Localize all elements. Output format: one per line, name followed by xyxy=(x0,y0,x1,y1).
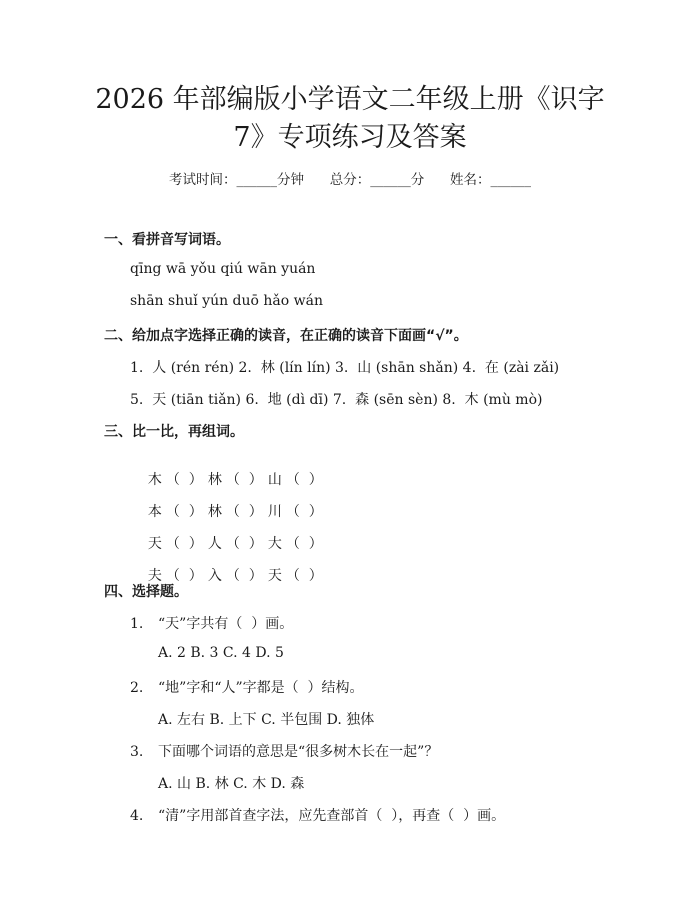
section-2-heading: 二、给加点字选择正确的读音，在正确的读音下面画“√”。 xyxy=(104,328,468,344)
question-4 xyxy=(130,805,505,825)
pinyin-line-2: shān shuǐ yún duō hǎo wán xyxy=(130,293,323,309)
blank: （ ） xyxy=(165,472,203,488)
char: 人 xyxy=(207,536,222,552)
question-2 xyxy=(130,677,364,697)
blank: （ ） xyxy=(165,504,203,520)
question-3-options: A. 山 B. 林 C. 木 D. 森 xyxy=(158,776,305,792)
char: 夫 xyxy=(147,568,162,584)
question-text: “清”字用部首查字法，应先查部首（ ），再查（ ）画。 xyxy=(158,808,506,824)
blank: （ ） xyxy=(165,536,203,552)
blank: （ ） xyxy=(285,504,323,520)
question-text: 下面哪个词语的意思是“很多树木长在一起”？ xyxy=(158,744,439,760)
question-1-options: A. 2 B. 3 C. 4 D. 5 xyxy=(158,645,284,661)
question-1 xyxy=(130,613,293,633)
char: 林 xyxy=(207,504,222,520)
char: 本 xyxy=(147,504,162,520)
question-text: “地”字和“人”字都是（ ）结构。 xyxy=(158,680,364,696)
blank: （ ） xyxy=(225,472,263,488)
exam-info: 考试时间：______分钟 总分：______分 姓名：______ xyxy=(169,172,531,188)
blank: （ ） xyxy=(285,536,323,552)
question-2-options: A. 左右 B. 上下 C. 半包围 D. 独体 xyxy=(158,712,375,728)
question-text: “天”字共有（ ）画。 xyxy=(158,616,294,632)
page-title-line-1: 2026 年部编版小学语文二年级上册《识字 xyxy=(95,84,605,115)
question-number: 1. xyxy=(130,616,144,632)
section-4-heading: 四、选择题。 xyxy=(104,584,188,600)
blank: （ ） xyxy=(165,568,203,584)
blank: （ ） xyxy=(225,504,263,520)
question-number: 2. xyxy=(130,680,144,696)
reading-line-2: 5. 天 (tiān tiǎn) 6. 地 (dì dī) 7. 森 (sēn sèn) 8. 木 (mù mò) xyxy=(130,392,543,408)
char: 大 xyxy=(267,536,282,552)
blank: （ ） xyxy=(285,472,323,488)
question-3 xyxy=(130,741,438,761)
question-number: 3. xyxy=(130,744,144,760)
char: 木 xyxy=(147,472,162,488)
char: 山 xyxy=(267,472,282,488)
char: 川 xyxy=(267,504,282,520)
blank: （ ） xyxy=(225,568,263,584)
reading-line-1: 1. 人 (rén rén) 2. 林 (lín lín) 3. 山 (shān shǎn) 4. 在 (zài zǎi) xyxy=(130,360,560,376)
blank: （ ） xyxy=(225,536,263,552)
page-title-line-2: 7》专项练习及答案 xyxy=(233,122,467,153)
question-number: 4. xyxy=(130,808,144,824)
section-1-heading: 一、看拼音写词语。 xyxy=(104,232,230,248)
char: 天 xyxy=(267,568,282,584)
pinyin-line-1: qīng wā yǒu qiú wān yuán xyxy=(130,261,316,277)
char: 入 xyxy=(207,568,222,584)
char: 天 xyxy=(147,536,162,552)
section-3-heading: 三、比一比，再组词。 xyxy=(104,424,244,440)
blank: （ ） xyxy=(285,568,323,584)
char: 林 xyxy=(207,472,222,488)
